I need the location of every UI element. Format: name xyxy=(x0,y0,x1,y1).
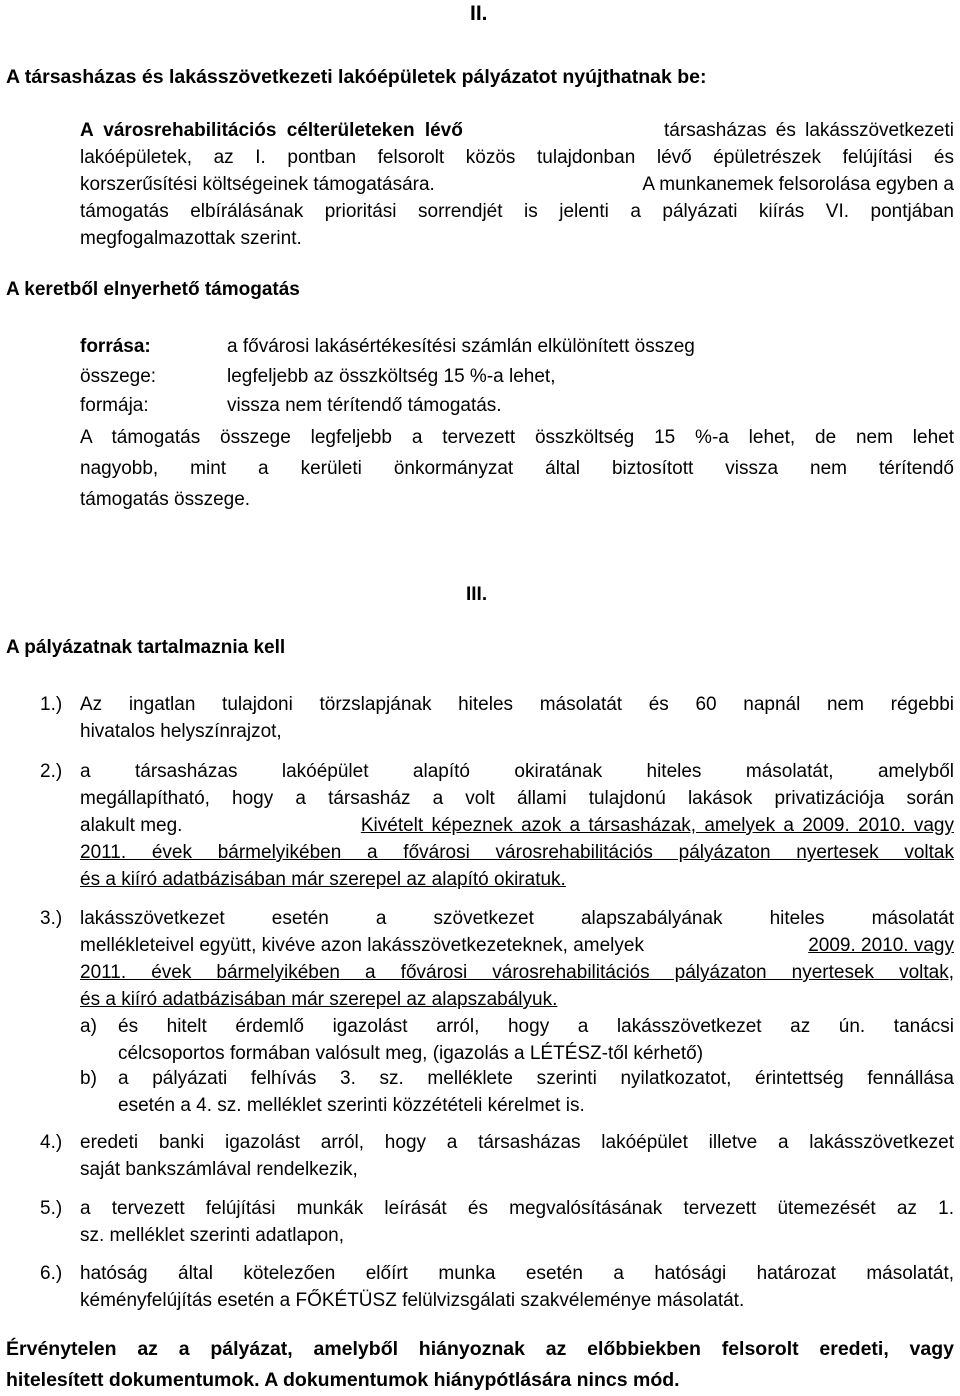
item-3-line-1: lakásszövetkezet esetén a szövetkezet alapszabályának hiteles másolatát xyxy=(80,908,954,929)
sub-b-line-1: a pályázati felhívás 3. sz. melléklete szerinti nyilatkozatot, érintettség fennállása xyxy=(118,1068,954,1089)
section-iii-number: III. xyxy=(466,584,488,605)
section-ii-number: II. xyxy=(470,2,488,25)
item-2-line-2: megállapítható, hogy a társasház a volt állami tulajdonú lakások privatizációja során xyxy=(80,788,954,809)
item-4-line-2: saját bankszámlával rendelkezik, xyxy=(80,1159,358,1180)
item-5-line-1: a tervezett felújítási munkák leírását és megvalósításának tervezett ütemezését az 1. xyxy=(80,1198,954,1219)
item-2-line-5: és a kiíró adatbázisában már szerepel az alapító okiratuk. xyxy=(80,869,566,890)
item-5-number: 5.) xyxy=(40,1198,63,1219)
intro-line-3-a: korszerűsítési költségeinek támogatására. xyxy=(80,174,435,195)
item-6-line-1: hatóság által kötelezően előírt munka esetén a hatósági határozat másolatát, xyxy=(80,1263,954,1284)
field-label-form: formája: xyxy=(80,395,149,416)
support-heading: A keretből elnyerhető támogatás xyxy=(6,279,300,300)
sub-a-line-1: és hitelt érdemlő igazolást arról, hogy a lakásszövetkezet az ún. tanácsi xyxy=(118,1016,954,1037)
section-ii-heading: A társasházas és lakásszövetkezeti lakóépületek pályázatot nyújthatnak be: xyxy=(6,66,707,88)
field-value-source: a fővárosi lakásértékesítési számlán elkülönített összeg xyxy=(227,336,695,357)
item-2-line-3-plain: alakult meg. xyxy=(80,815,183,836)
note-line-3: támogatás összege. xyxy=(80,489,251,510)
item-2-line-3 xyxy=(80,815,954,839)
item-2-number: 2.) xyxy=(40,761,63,782)
field-label-amount: összege: xyxy=(80,366,157,387)
item-3-number: 3.) xyxy=(40,908,63,929)
intro-rest: társasházas és lakásszövetkezeti xyxy=(664,120,954,141)
item-3-line-2-plain: mellékleteivel együtt, kivéve azon lakásszövetkezeteknek, amelyek xyxy=(80,935,644,956)
invalid-warning-line-1: Érvénytelen az a pályázat, amelyből hiányoznak az előbbiekben felsorolt eredeti, vagy xyxy=(6,1338,954,1360)
intro-line-1 xyxy=(80,120,954,144)
item-2-line-4: 2011. évek bármelyikében a fővárosi városrehabilitációs pályázaton nyertesek voltak xyxy=(80,842,954,863)
invalid-warning-line-2: hitelesített dokumentumok. A dokumentumok hiánypótlására nincs mód. xyxy=(6,1369,680,1391)
intro-bold-phrase: A városrehabilitációs célterületeken lévő xyxy=(80,120,463,141)
intro-line-3 xyxy=(80,174,954,198)
sub-a-line-2: célcsoportos formában valósult meg, (igazolás a LÉTÉSZ-től kérhető) xyxy=(118,1043,704,1064)
item-2-line-1: a társasházas lakóépület alapító okiratának hiteles másolatát, amelyből xyxy=(80,761,954,782)
field-value-amount: legfeljebb az összköltség 15 %-a lehet, xyxy=(227,366,556,387)
intro-line-2: lakóépületek, az I. pontban felsorolt közös tulajdonban lévő épületrészek felújítási és xyxy=(80,147,954,168)
note-line-2: nagyobb, mint a kerületi önkormányzat által biztosított vissza nem térítendő xyxy=(80,458,954,479)
sub-b-letter: b) xyxy=(80,1068,97,1089)
sub-b-line-2: esetén a 4. sz. melléklet szerinti közzétételi kérelmet is. xyxy=(118,1095,585,1116)
item-1-line-1: Az ingatlan tulajdoni törzslapjának hiteles másolatát és 60 napnál nem régebbi xyxy=(80,694,954,715)
item-3-line-2-underlined: 2009. 2010. vagy xyxy=(808,935,954,956)
sub-a-letter: a) xyxy=(80,1016,97,1037)
item-5-line-2: sz. melléklet szerinti adatlapon, xyxy=(80,1225,345,1246)
section-iii-heading: A pályázatnak tartalmaznia kell xyxy=(6,637,286,658)
intro-line-3-b: A munkanemek felsorolása egyben a xyxy=(642,174,954,195)
intro-line-4: támogatás elbírálásának prioritási sorrendjét is jelenti a pályázati kiírás VI. pontjában xyxy=(80,201,954,222)
item-1-number: 1.) xyxy=(40,694,63,715)
item-2-exception-start: Kivételt képeznek azok a társasházak, amelyek a 2009. 2010. vagy xyxy=(360,815,954,836)
item-6-line-2: kéményfelújítás esetén a FŐKÉTÜSZ felülvizsgálati szakvéleménye másolatát. xyxy=(80,1290,745,1311)
note-line-1: A támogatás összege legfeljebb a tervezett összköltség 15 %-a lehet, de nem lehet xyxy=(80,427,954,448)
intro-line-5: megfogalmazottak szerint. xyxy=(80,228,302,249)
item-4-line-1: eredeti banki igazolást arról, hogy a társasházas lakóépület illetve a lakásszövetkezet xyxy=(80,1132,954,1153)
item-3-line-3: 2011. évek bármelyikében a fővárosi városrehabilitációs pályázaton nyertesek voltak, xyxy=(80,962,954,983)
field-label-source: forrása: xyxy=(80,336,151,357)
item-4-number: 4.) xyxy=(40,1132,63,1153)
item-1-line-2: hivatalos helyszínrajzot, xyxy=(80,721,282,742)
field-value-form: vissza nem térítendő támogatás. xyxy=(227,395,502,416)
item-6-number: 6.) xyxy=(40,1263,63,1284)
item-3-line-2 xyxy=(80,935,954,959)
item-3-line-4: és a kiíró adatbázisában már szerepel az alapszabályuk. xyxy=(80,989,558,1010)
